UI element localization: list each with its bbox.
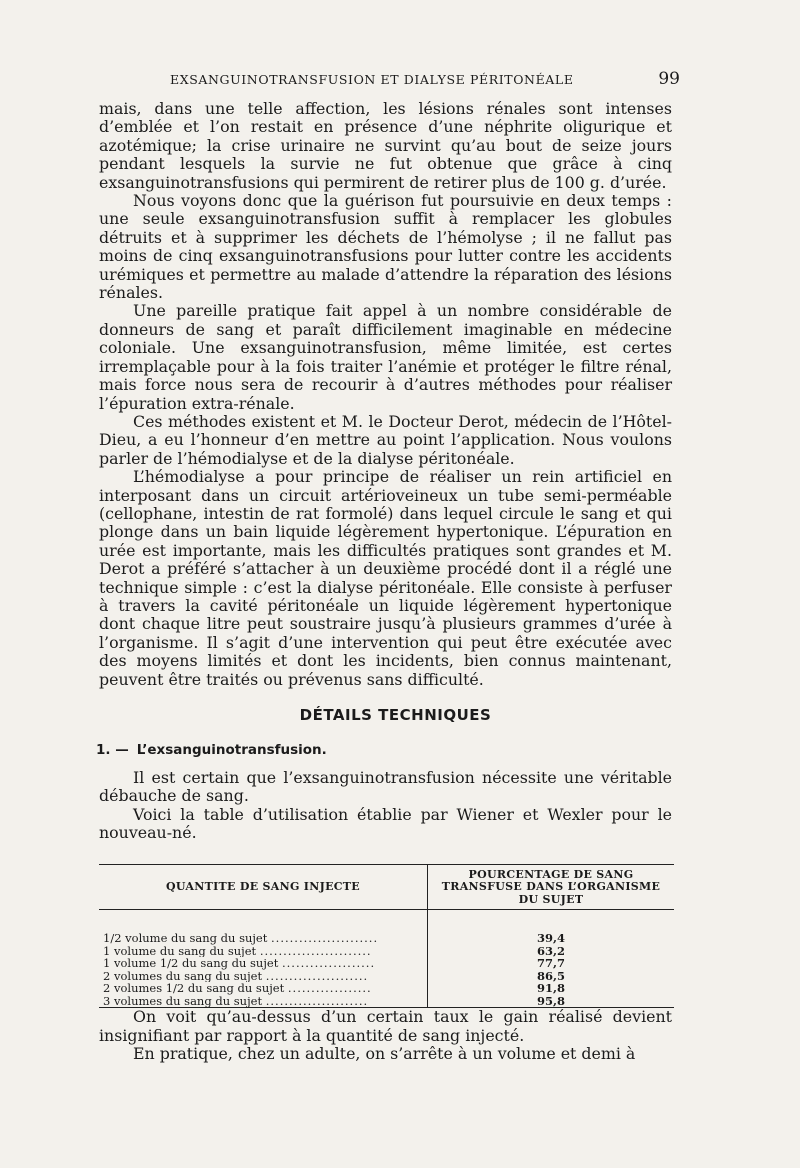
paragraph: Ces méthodes existent et M. le Docteur Derot, médecin de l’Hôtel-Dieu, a eu l’honneur d’en mettre au point l’application. Nous voulons parler de l’hémodialyse et de la dialyse péritonéale. bbox=[99, 411, 672, 468]
quantity-cell: 1/2 volume du sang du sujet ....................... bbox=[103, 932, 379, 945]
subsection-number: 1. — bbox=[96, 742, 129, 759]
table-header-row bbox=[99, 865, 674, 910]
column-header-percent: POURCENTAGE DE SANG TRANSFUSE DANS L’ORGANISME DU SUJET bbox=[428, 865, 675, 910]
page-body bbox=[96, 99, 672, 1064]
quantity-cell: 2 volumes 1/2 du sang du sujet .................. bbox=[103, 982, 372, 995]
percent-cell: 63,2 bbox=[428, 945, 675, 958]
section-heading: DÉTAILS TECHNIQUES bbox=[299, 706, 492, 724]
table-row bbox=[99, 995, 674, 1008]
utilization-table bbox=[99, 864, 674, 1008]
percent-cell: 86,5 bbox=[428, 970, 675, 983]
paragraph: L’hémodialyse a pour principe de réaliser un rein artificiel en interposant dans un circuit artérioveineux un tube semi-perméable (cellophane, intestin de rat formolé) dans lequel circule le sang et qui plonge dans un bain liquide légèrement hypertonique. L’épuration en urée est importante, mais les difficultés pratiques sont grandes et M. Derot a préféré s’attacher à un deuxième procédé dont il a réglé une technique simple : c’est la dialyse péritonéale. Elle consiste à perfuser à travers la cavité péritonéale un liquide légèrement hypertonique dont chaque litre peut soustraire jusqu’à plusieurs grammes d’urée à l’organisme. Il s’agit d’une intervention qui peut être exécutée avec des moyens limités et dont les incidents, bien connus maintenant, peuvent être traités ou prévenus sans difficulté. bbox=[99, 467, 672, 689]
running-title: EXSANGUINOTRANSFUSION ET DIALYSE PÉRITONÉALE bbox=[170, 72, 574, 87]
subsection-heading bbox=[96, 741, 672, 759]
percent-cell: 77,7 bbox=[428, 957, 675, 970]
column-header-quantity: QUANTITE DE SANG INJECTE bbox=[99, 865, 428, 910]
table-row bbox=[99, 982, 674, 995]
paragraph: En pratique, chez un adulte, on s’arrête à un volume et demi à bbox=[133, 1044, 636, 1064]
quantity-cell: 1 volume 1/2 du sang du sujet .................... bbox=[103, 957, 376, 970]
table-row bbox=[99, 932, 674, 945]
paragraph: mais, dans une telle affection, les lésions rénales sont intenses d’emblée et l’on restait en présence d’une néphrite oligurique et azotémique; la crise urinaire ne survint qu’au bout de seize jours pendant lesquels la survie ne fut obtenue que grâce à cinq exsanguinotransfusions qui permirent de retirer plus de 100 g. d’urée. bbox=[99, 99, 672, 192]
table-row bbox=[99, 970, 674, 983]
paragraph: Une pareille pratique fait appel à un nombre considérable de donneurs de sang et paraît difficilement imaginable en médecine coloniale. Une exsanguinotransfusion, même limitée, est certes irremplaçable pour à la fois traiter l’anémie et protéger le filtre rénal, mais force nous sera de recourir à d’autres méthodes pour réaliser l’épuration extra-rénale. bbox=[99, 301, 672, 413]
paragraph: Voici la table d’utilisation établie par Wiener et Wexler pour le nouveau-né. bbox=[99, 804, 672, 843]
quantity-cell: 1 volume du sang du sujet ........................ bbox=[103, 944, 372, 958]
percent-cell: 91,8 bbox=[428, 982, 675, 995]
subsection-title: L’exsanguinotransfusion. bbox=[136, 742, 327, 759]
paragraph: On voit qu’au-dessus d’un certain taux le gain réalisé devient insignifiant par rapport à la quantité de sang injecté. bbox=[99, 1007, 672, 1045]
page-number: 99 bbox=[658, 69, 680, 89]
table-row bbox=[99, 945, 674, 958]
paragraph: Nous voyons donc que la guérison fut poursuivie en deux temps : une seule exsanguinotransfusion suffit à remplacer les globules détruits et à supprimer les déchets de l’hémolyse ; il ne fallut pas moins de cinq exsanguinotransfusions pour lutter contre les accidents urémiques et permettre au malade d’attendre la réparation des lésions rénales. bbox=[99, 191, 672, 303]
quantity-cell: 3 volumes du sang du sujet ...................... bbox=[99, 995, 428, 1008]
quantity-cell: 2 volumes du sang du sujet ...................... bbox=[103, 969, 369, 983]
percent-cell: 39,4 bbox=[428, 932, 675, 945]
paragraph: Il est certain que l’exsanguinotransfusion nécessite une véritable débauche de sang. bbox=[99, 767, 672, 806]
table-row bbox=[99, 957, 674, 970]
percent-cell: 95,8 bbox=[428, 995, 675, 1008]
